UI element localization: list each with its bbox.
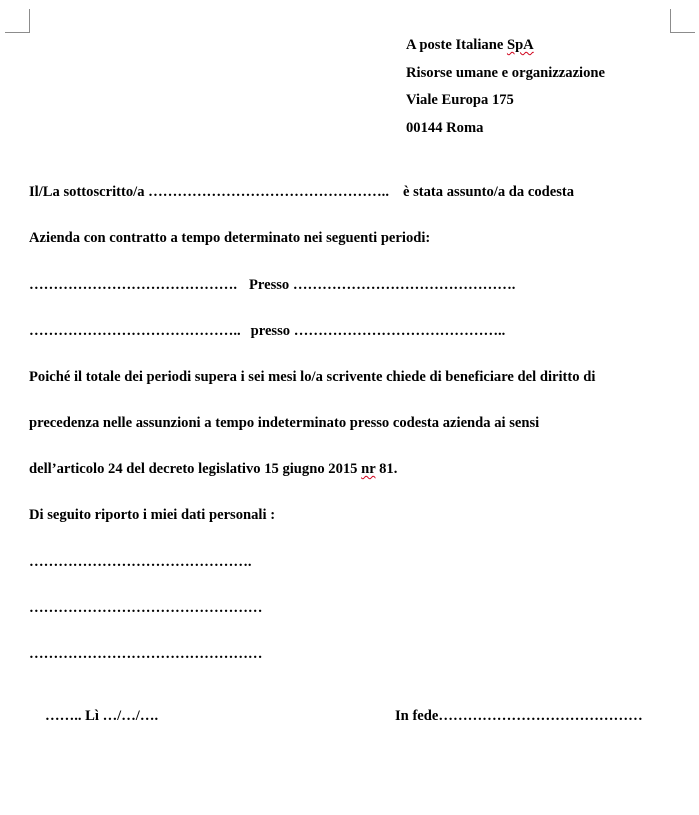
- law-reference-number: 81.: [375, 461, 398, 477]
- address-line-4: 00144 Roma: [406, 120, 484, 136]
- address-line-1-text: A poste Italiane: [406, 37, 507, 53]
- law-reference-text: dell’articolo 24 del decreto legislativo 15 giugno 2015: [29, 461, 362, 477]
- crop-mark-top-right: [670, 9, 695, 33]
- hired-text: è stata assunto/a da codesta: [402, 184, 575, 200]
- period-line-2: [29, 322, 505, 340]
- personal-data-field-1: ……………………………………….: [29, 554, 252, 570]
- paragraph-contract: Azienda con contratto a tempo determinato nei seguenti periodi:: [29, 230, 431, 246]
- undersigned-field: Il/La sottoscritto/a …………………………………………..: [29, 184, 389, 200]
- signature-field: In fede……………………………………: [395, 708, 643, 724]
- paragraph-request-line-2: precedenza nelle assunzioni a tempo indeterminato presso codesta azienda ai sensi: [29, 415, 540, 431]
- crop-mark-top-left: [5, 9, 30, 33]
- period-1-dates-field: …………………………………….: [29, 277, 237, 293]
- personal-data-field-2: …………………………………………: [29, 600, 263, 616]
- place-date-field: …….. Lì …/…/….: [45, 708, 159, 724]
- address-line-2: Risorse umane e organizzazione: [406, 65, 606, 81]
- paragraph-request-line-1: Poiché il totale dei periodi supera i sei mesi lo/a scrivente chiede di beneficiare del diritto di: [29, 369, 596, 385]
- address-line-3: Viale Europa 175: [406, 92, 514, 108]
- paragraph-undersigned: [29, 183, 574, 201]
- personal-data-field-3: …………………………………………: [29, 646, 263, 662]
- period-2-place-field: presso ……………………………………..: [250, 323, 506, 339]
- period-1-place-field: Presso ……………………………………….: [248, 277, 516, 293]
- period-line-1: [29, 276, 515, 294]
- address-line-1: [406, 36, 534, 54]
- paragraph-personal-data: Di seguito riporto i miei dati personali :: [29, 507, 276, 523]
- paragraph-request-line-3: [29, 460, 397, 478]
- spellcheck-flagged-word: nr: [361, 461, 376, 477]
- spellcheck-flagged-word: SpA: [506, 37, 534, 53]
- period-2-dates-field: ……………………………………..: [29, 323, 241, 339]
